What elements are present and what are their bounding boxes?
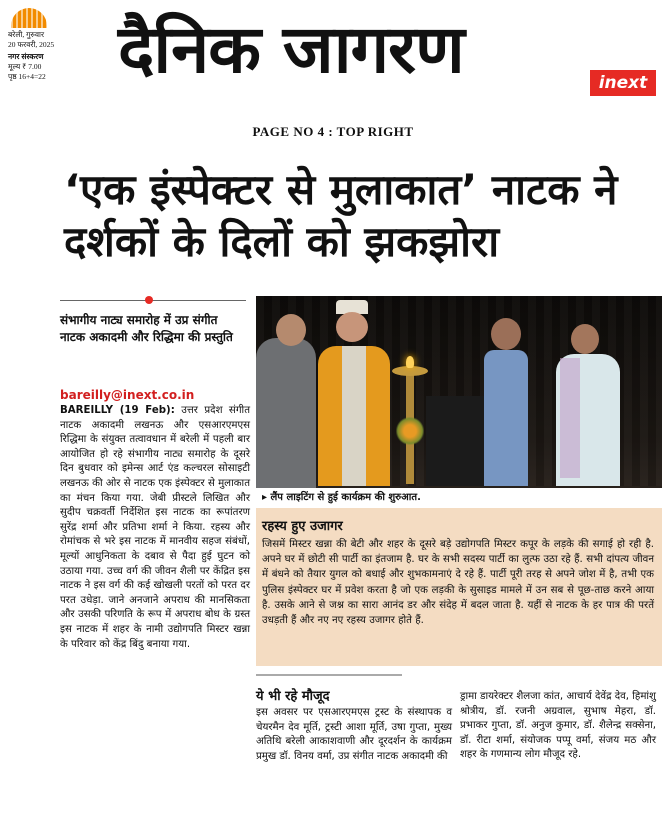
photo-caption-text: लैंप लाइटिंग से हुई कार्यक्रम की शुरुआत. — [270, 492, 421, 503]
contact-email[interactable]: bareilly@inext.co.in — [60, 388, 195, 402]
newspaper-masthead: दैनिक जागरण — [118, 11, 464, 88]
deck-divider — [60, 300, 246, 301]
inext-logo: inext — [590, 70, 656, 96]
article-body — [60, 404, 250, 652]
article-headline: ‘एक इंस्पेक्टर से मुलाकात’ नाटक ने दर्शकों के दिलों को झकझोरा — [64, 165, 618, 266]
event-photo — [256, 296, 662, 504]
dateline: BAREILLY (19 Feb): — [60, 405, 175, 416]
box-text: जिसमें मिस्टर खन्ना की बेटी और शहर के दूसरे बड़े उद्योगपति मिस्टर कपूर के लड़के की सगाई हो रही है. अपने घर में छोटी सी पार्टी का इंतजाम है. घर के सभी सदस्य पार्टी का लुत्फ उठा रहे हैं. सभी दांपत्य जीवन में बंधने को तैयार युगल को बधाई और शुभकामनाएं दे रहे हैं. पार्टी पूरी तरह से अपने जोश में है, तभी एक पुलिस इंस्पेक्टर घर में प्रवेश करता है जो एक लड़की के सुसाइड मामले में उन सब से पूछ-ताछ करने आया है. उसके आने से जश्न का सारा आनंद डर और संदेह में बदल जाता है. यहीं से नाटक के हर पात्र की परतें उधड़ती हैं और नए नए रहस्य उजागर होते हैं. — [262, 539, 654, 627]
section-divider — [256, 674, 402, 676]
article-body-text: उत्तर प्रदेश संगीत नाटक अकादमी लखनऊ और एसआरएमएस रिद्धिमा के संयुक्त तत्वावधान में बरेली में पहली बार आयोजित हो रहे संभागीय नाट्य समारोह के दूसरे दिन बुधवार को इमेन्स आर्ट एंड कल्चरल सोसाइटी लखनऊ की ओर से नाटक एक इंस्पेक्टर से मुलाकात का मंचन किया गया. जेबी प्रीस्टले लिखित और सुदीप चक्रवर्ती निर्देशित इस नाटक का रूपांतरण सुरेंद्र शर्मा और प्रतिभा शर्मा ने किया. रहस्य और रोमांचक से भरे इस नाटक में मानवीय सहज संबंधों, मूल्यों आधुनिकता के दबाव से पैदा हुई घुटन को उठाया गया. उच्च वर्ग की जीवन शैली पर केंद्रित इस नाटक ने इस वर्ग की कई खोखली परतों को परत दर परत उधेड़ा. जाने अनजाने अपराध की मानसिकता और उसकी परिणति के रूप में अपराध बोध के ग्रस्त इस नाटक में शहर के नामी उद्योगपति मिस्टर खन्ना के परिवार को केंद्र बिंदु बनाया गया. — [60, 405, 250, 650]
edition-price: मूल्य ₹ 7.00 — [8, 62, 42, 71]
edition-date: 20 फरवरी, 2025 — [8, 40, 55, 49]
sun-logo-icon — [8, 6, 50, 28]
photo-caption — [262, 489, 421, 503]
section-column-2: ड्रामा डायरेक्टर शैलजा कांत, आचार्य देवेंद्र देव, हिमांशु श्रोत्रीय, डॉ. रजनी अग्रवाल, सुभाष मेहरा, डॉ. प्रभाकर गुप्ता, डॉ. अनुज कुमार, डॉ. शैलेन्द्र सक्सेना, डॉ. रीटा शर्मा, संयोजक पप्पू वर्मा, संजय मठ और शहर के गणमान्य लोग मौजूद रहे. — [460, 691, 656, 761]
edition-name: नगर संस्करण — [8, 52, 44, 61]
caption-arrow-icon: ▸ — [262, 492, 271, 503]
box-heading: रहस्य हुए उजागर — [262, 519, 343, 534]
page-number-label: PAGE NO 4 : TOP RIGHT — [252, 124, 414, 139]
edition-city-day: बरेली, गुरुवार — [8, 30, 45, 39]
section-heading: ये भी रहे मौजूद — [256, 689, 330, 704]
section-column-1: इस अवसर पर एसआरएमएस ट्रस्ट के संस्थापक व चेयरमैन देव मूर्ति, ट्रस्टी आशा मूर्ति, उषा गुप्ता, मुख्य अतिथि बरेली आकाशवाणी और दूरदर्शन के कार्यक्रम प्रमुख डॉ. विनय वर्मा, उप्र संगीत नाटक अकादमी की — [256, 707, 452, 762]
edition-pages: पृष्ठ 16+4=22 — [8, 72, 46, 81]
deck-dot-icon — [145, 296, 153, 304]
article-deck: संभागीय नाट्य समारोह में उप्र संगीत नाटक अकादमी और रिद्धिमा की प्रस्तुति — [60, 313, 233, 344]
